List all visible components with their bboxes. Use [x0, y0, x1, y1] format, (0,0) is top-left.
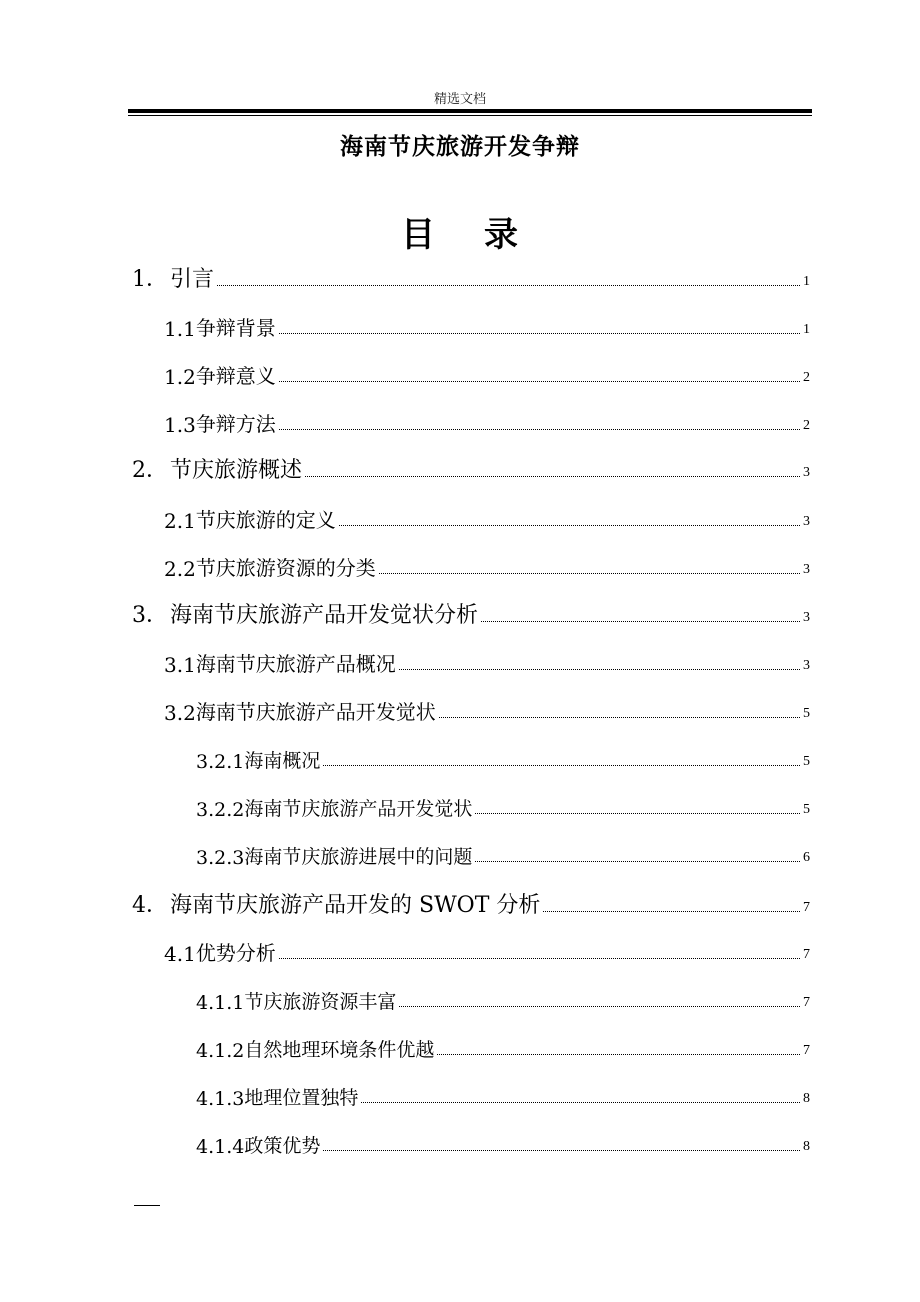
toc-entry-number: 1．: [132, 267, 168, 292]
toc-heading-left: 目: [401, 215, 436, 255]
toc-entry-number: 3．: [132, 603, 168, 628]
toc-entry-4-1[interactable]: [164, 934, 810, 966]
toc-entry-4-1-1[interactable]: [196, 982, 810, 1014]
toc-entry-3-2-3[interactable]: [196, 837, 810, 869]
toc-leader-dots: [543, 910, 800, 912]
toc-entry-page: 6: [803, 850, 810, 865]
toc-entry-1[interactable]: [132, 261, 810, 293]
toc-entry-number: 4.1.2: [196, 1040, 245, 1062]
toc-entry-label: 海南节庆旅游产品开发的 SWOT 分析: [170, 893, 541, 918]
toc-entry-page: 1: [803, 322, 810, 337]
toc-leader-dots: [305, 475, 800, 477]
toc-entry-4[interactable]: [132, 887, 810, 919]
toc-entry-3-2[interactable]: [164, 693, 810, 725]
toc-leader-dots: [279, 332, 800, 334]
toc-entry-number: 3.2.2: [196, 799, 245, 821]
toc-entry-label: 优势分析: [195, 941, 276, 965]
toc-entry-1-3[interactable]: [164, 405, 810, 437]
toc-entry-number: 4.1: [164, 942, 196, 966]
toc-entry-number: 4.1.4: [196, 1136, 245, 1158]
toc-entry-2-1[interactable]: [164, 501, 810, 533]
toc-entry-number: 4.1.1: [196, 992, 245, 1014]
toc-entry-page: 3: [803, 658, 810, 673]
toc-entry-1-2[interactable]: [164, 357, 810, 389]
toc-heading: [0, 207, 920, 256]
toc-entry-number: 3.1: [164, 653, 196, 677]
toc-entry-label: 节庆旅游概述: [170, 458, 303, 483]
toc-leader-dots: [323, 764, 800, 766]
document-title: 海南节庆旅游开发争辩: [340, 133, 580, 160]
toc-entry-page: 5: [803, 706, 810, 721]
toc-leader-dots: [279, 957, 800, 959]
toc-entry-label: 海南概况: [244, 750, 321, 772]
toc-entry-page: 8: [803, 1139, 810, 1154]
toc-entry-3[interactable]: [132, 597, 810, 629]
toc-heading-right: 录: [484, 215, 519, 255]
page-header-label: 精选文档: [433, 92, 486, 107]
toc-entry-page: 7: [803, 947, 810, 962]
toc-entry-label: 地理位置独特: [244, 1087, 359, 1109]
toc-entry-number: 2．: [132, 458, 168, 483]
toc-entry-number: 1.2: [164, 365, 196, 389]
toc-leader-dots: [339, 524, 800, 526]
footer-mark: [134, 1205, 160, 1206]
toc-leader-dots: [217, 284, 800, 286]
toc-entry-page: 5: [803, 754, 810, 769]
toc-entry-number: 3.2: [164, 701, 196, 725]
toc-entry-number: 2.1: [164, 509, 196, 533]
toc-entry-page: 2: [803, 370, 810, 385]
toc-entry-number: 3.2.1: [196, 751, 245, 773]
toc-entry-number: 1.1: [164, 317, 196, 341]
toc-leader-dots: [475, 860, 800, 862]
toc-entry-label: 引言: [170, 267, 215, 292]
toc-leader-dots: [399, 1005, 800, 1007]
toc-entry-page: 5: [803, 802, 810, 817]
toc-entry-3-2-2[interactable]: [196, 789, 810, 821]
toc-entry-page: 3: [803, 514, 810, 529]
toc-entry-label: 政策优势: [244, 1135, 321, 1157]
toc-entry-label: 海南节庆旅游进展中的问题: [244, 846, 473, 868]
toc-entry-page: 7: [803, 995, 810, 1010]
toc-entry-number: 4．: [132, 893, 168, 918]
toc-entry-1-1[interactable]: [164, 309, 810, 341]
toc-leader-dots: [475, 812, 800, 814]
toc-leader-dots: [379, 572, 800, 574]
toc-entry-2-2[interactable]: [164, 549, 810, 581]
header-rule-thick: [128, 109, 812, 113]
toc-leader-dots: [323, 1149, 800, 1151]
toc-entry-page: 7: [803, 900, 810, 915]
toc-entry-number: 2.2: [164, 557, 196, 581]
toc-entry-page: 3: [803, 465, 810, 480]
toc-entry-label: 节庆旅游资源的分类: [195, 556, 376, 580]
toc-entry-label: 海南节庆旅游产品开发觉状: [244, 798, 473, 820]
toc-entry-4-1-3[interactable]: [196, 1078, 810, 1110]
toc-leader-dots: [439, 716, 800, 718]
toc-entry-page: 3: [803, 610, 810, 625]
toc-entry-page: 7: [803, 1043, 810, 1058]
toc-entry-page: 3: [803, 562, 810, 577]
toc-entry-page: 2: [803, 418, 810, 433]
toc-entry-label: 争辩背景: [195, 316, 276, 340]
toc-leader-dots: [279, 380, 800, 382]
toc-entry-label: 节庆旅游的定义: [195, 508, 336, 532]
toc-leader-dots: [279, 428, 800, 430]
toc-entry-label: 海南节庆旅游产品开发觉状: [195, 700, 436, 724]
toc-entry-number: 3.2.3: [196, 847, 245, 869]
toc-entry-label: 节庆旅游资源丰富: [244, 991, 397, 1013]
header-rule-thin: [128, 115, 812, 116]
toc-entry-page: 8: [803, 1091, 810, 1106]
toc-entry-label: 争辩意义: [195, 364, 276, 388]
toc-entry-label: 争辩方法: [195, 412, 276, 436]
toc-entry-label: 海南节庆旅游产品概况: [195, 652, 396, 676]
toc-entry-4-1-2[interactable]: [196, 1030, 810, 1062]
toc-leader-dots: [399, 668, 800, 670]
toc-entry-page: 1: [803, 274, 810, 289]
toc-entry-number: 1.3: [164, 413, 196, 437]
toc-entry-3-2-1[interactable]: [196, 741, 810, 773]
toc-leader-dots: [437, 1053, 800, 1055]
toc-leader-dots: [361, 1101, 800, 1103]
toc-entry-4-1-4[interactable]: [196, 1126, 810, 1158]
toc-leader-dots: [481, 620, 800, 622]
toc-entry-label: 自然地理环境条件优越: [244, 1039, 435, 1061]
toc-entry-number: 4.1.3: [196, 1088, 245, 1110]
toc-entry-2[interactable]: [132, 452, 810, 484]
toc-entry-3-1[interactable]: [164, 645, 810, 677]
toc-entry-label: 海南节庆旅游产品开发觉状分析: [170, 603, 479, 628]
